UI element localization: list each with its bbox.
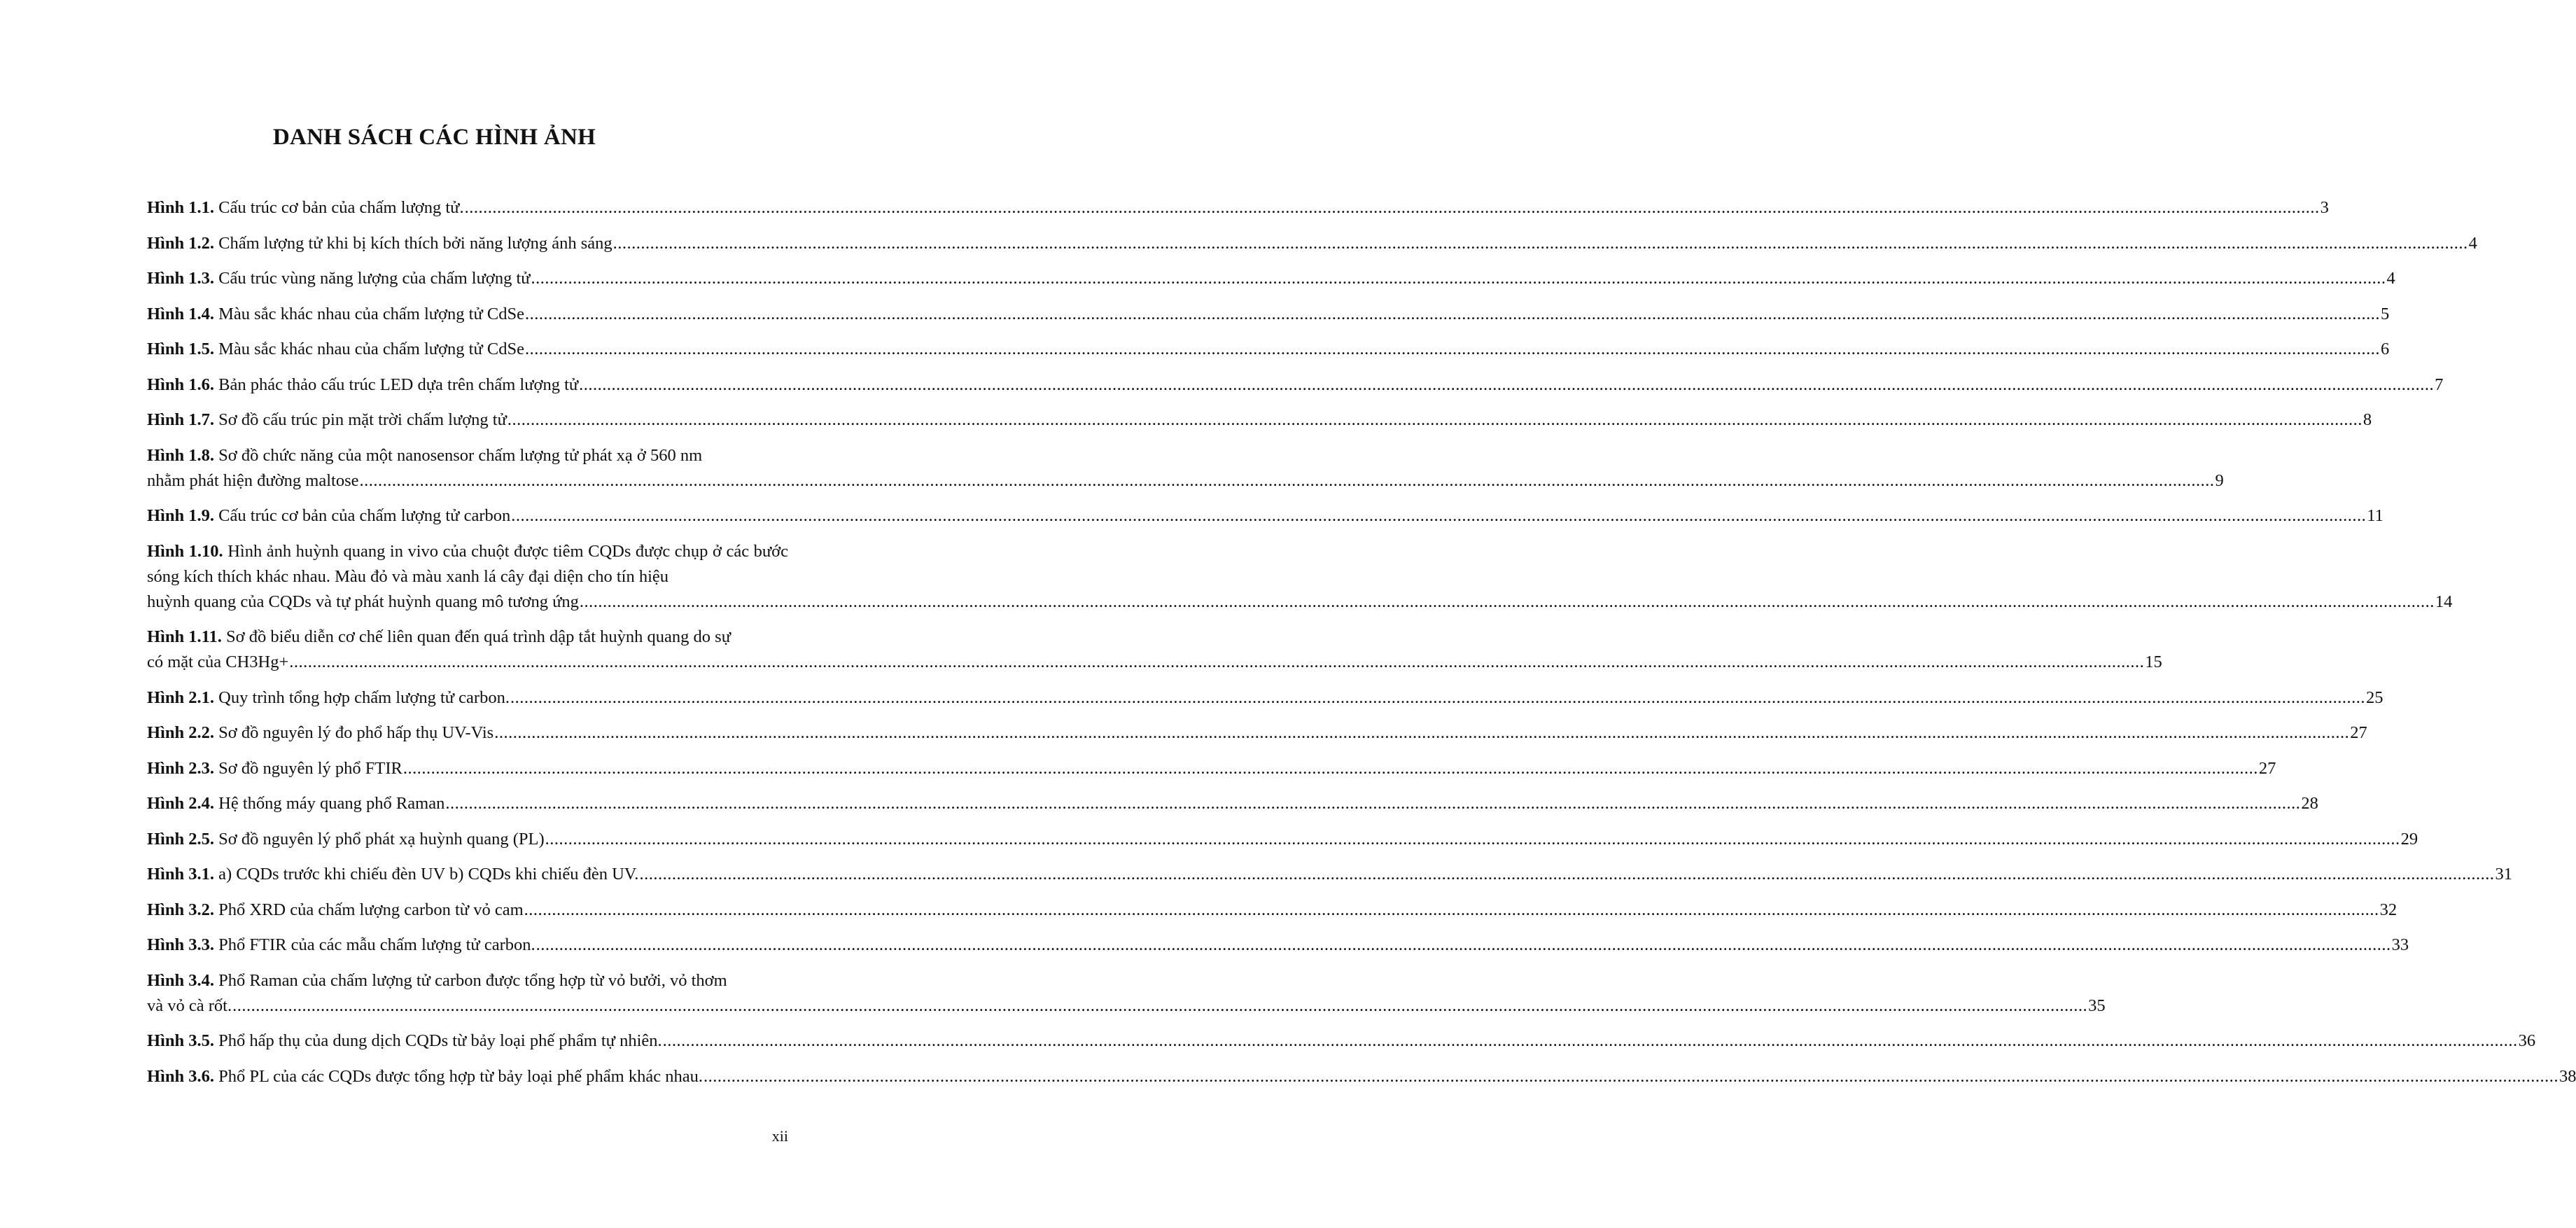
figure-caption (147, 372, 578, 398)
figure-entry-line (147, 791, 2318, 816)
figure-caption (147, 791, 444, 816)
figure-caption-text: Hệ thống máy quang phổ Raman (218, 794, 445, 813)
figure-list-entry[interactable] (147, 443, 2224, 494)
figure-caption-text: Cấu trúc cơ bản của chấm lượng tử. (218, 198, 464, 217)
figure-list-entry[interactable] (147, 539, 2453, 615)
figure-page-number: 6 (2380, 340, 2390, 358)
figure-label: Hình 2.3. (147, 758, 214, 778)
dot-leader: ................................................................................................................................................................................................................................................................................................................................................................................................................ (402, 758, 2258, 778)
figure-label: Hình 1.8. (147, 445, 214, 465)
figure-label: Hình 1.3. (147, 269, 214, 288)
figure-label: Hình 2.2. (147, 723, 214, 742)
figure-page-number: 25 (2365, 688, 2384, 707)
figure-page-number: 28 (2301, 794, 2318, 813)
figure-caption-text: Sơ đồ nguyên lý đo phổ hấp thụ UV-Vis (218, 723, 494, 742)
dot-leader: ................................................................................................................................................................................................................................................................................................................................................................................................................ (524, 340, 2380, 358)
figure-page-number: 33 (2391, 935, 2409, 954)
figure-label: Hình 3.6. (147, 1066, 214, 1086)
figure-entry-line (147, 302, 2390, 327)
figure-caption (147, 933, 536, 958)
figure-entry-line (147, 685, 2384, 711)
figure-caption-text: có mặt của CH3Hg+ (147, 653, 289, 671)
figure-label: Hình 3.1. (147, 865, 214, 884)
figure-caption-text: Phổ XRD của chấm lượng carbon từ vỏ cam (218, 900, 524, 919)
figure-label: Hình 1.10. (147, 541, 223, 561)
figure-entry-line (147, 337, 2390, 362)
figure-entry-line (147, 266, 2395, 291)
figure-label: Hình 1.5. (147, 340, 214, 358)
figure-list-entry[interactable] (147, 372, 2444, 398)
figure-entry-line (147, 756, 2276, 781)
figure-entry-line (147, 195, 2329, 221)
figure-page-number: 36 (2518, 1031, 2536, 1050)
figure-caption-text: Cấu trúc vùng năng lượng của chấm lượng tử (218, 269, 531, 288)
figure-page-number: 3 (2320, 198, 2329, 217)
figure-caption (147, 650, 288, 675)
figure-list-entry[interactable] (147, 862, 2512, 887)
figure-label: Hình 2.5. (147, 829, 214, 849)
dot-leader: ................................................................................................................................................................................................................................................................................................................................................................................................................ (464, 198, 2320, 217)
figure-label: Hình 3.3. (147, 935, 214, 954)
dot-leader: ................................................................................................................................................................................................................................................................................................................................................................................................................ (524, 900, 2379, 919)
figure-page-number: 5 (2380, 304, 2390, 323)
figure-list-entry[interactable] (147, 625, 2162, 675)
figure-list-entry[interactable] (147, 266, 2395, 291)
figure-entry-line (147, 933, 2409, 958)
page-number: xii (771, 1127, 788, 1145)
figure-caption-text: huỳnh quang của CQDs và tự phát huỳnh quang mô tương ứng (147, 592, 579, 611)
dot-leader: ................................................................................................................................................................................................................................................................................................................................................................................................................ (445, 794, 2301, 813)
figure-entry-line (147, 1064, 2576, 1089)
figure-caption (147, 993, 232, 1019)
figure-caption-text: Quy trình tổng hợp chấm lượng tử carbon. (218, 688, 510, 707)
figure-list-entry[interactable] (147, 195, 2329, 221)
figure-label: Hình 1.9. (147, 506, 214, 525)
figure-caption-lead: Hình ảnh huỳnh quang in vivo của chuột được tiêm CQDs được chụp ở các bước sóng kích thích khác nhau. Màu đỏ và màu xanh lá cây đại diện cho tín hiệu (147, 541, 788, 586)
figure-entry-line (147, 993, 2106, 1019)
figure-entry-line (147, 503, 2384, 529)
figure-caption-text: Màu sắc khác nhau của chấm lượng tử CdSe (218, 340, 524, 358)
figure-list-entry[interactable] (147, 337, 2390, 362)
figure-label: Hình 1.1. (147, 198, 214, 217)
figure-caption-text: Phổ PL của các CQDs được tổng hợp từ bảy loại phế phẩm khác nhau. (218, 1066, 703, 1086)
figure-label: Hình 2.4. (147, 794, 214, 813)
figure-list-entry[interactable] (147, 302, 2390, 327)
figure-caption (147, 266, 531, 291)
figure-page-number: 7 (2435, 375, 2444, 394)
dot-leader: ................................................................................................................................................................................................................................................................................................................................................................................................................ (494, 723, 2350, 742)
dot-leader: ................................................................................................................................................................................................................................................................................................................................................................................................................ (579, 592, 2435, 611)
figure-list-entry[interactable] (147, 827, 2418, 852)
figure-caption-lead: Sơ đồ biểu diễn cơ chế liên quan đến quá trình dập tắt huỳnh quang do sự (226, 627, 731, 646)
dot-leader: ................................................................................................................................................................................................................................................................................................................................................................................................................ (359, 470, 2215, 490)
figure-page-number: 11 (2367, 506, 2384, 525)
figure-entry-line (147, 589, 2453, 615)
figure-list-entry[interactable] (147, 503, 2384, 529)
figure-list-entry[interactable] (147, 1028, 2536, 1054)
figure-caption-text: Phổ FTIR của các mẫu chấm lượng tử carbon. (218, 935, 536, 954)
figure-caption (147, 1028, 662, 1054)
figure-label: Hình 3.4. (147, 970, 214, 990)
figure-page-number: 9 (2215, 470, 2224, 490)
dot-leader: ................................................................................................................................................................................................................................................................................................................................................................................................................ (524, 304, 2380, 323)
figure-caption-text: a) CQDs trước khi chiếu đèn UV b) CQDs khi chiếu đèn UV. (218, 865, 639, 884)
figure-caption (147, 862, 638, 887)
dot-leader: ................................................................................................................................................................................................................................................................................................................................................................................................................ (232, 996, 2088, 1015)
figure-caption (147, 685, 510, 711)
figure-caption-lead: Sơ đồ chức năng của một nanosensor chấm lượng tử phát xạ ở 560 nm (218, 445, 703, 465)
figure-caption (147, 898, 524, 923)
figure-list-entry[interactable] (147, 933, 2409, 958)
figure-caption (147, 503, 510, 529)
figure-caption (147, 589, 579, 615)
figure-caption (147, 407, 507, 433)
figure-list-entry[interactable] (147, 756, 2276, 781)
dot-leader: ................................................................................................................................................................................................................................................................................................................................................................................................................ (612, 233, 2468, 253)
figure-entry-line (147, 827, 2418, 852)
figure-entry-line (147, 372, 2444, 398)
figure-caption-text: Chấm lượng tử khi bị kích thích bởi năng lượng ánh sáng (218, 233, 612, 253)
figure-caption-text: nhằm phát hiện đường maltose (147, 470, 359, 490)
figure-caption-text: Sơ đồ nguyên lý phổ phát xạ huỳnh quang (PL) (218, 829, 545, 849)
figure-page-number: 4 (2468, 233, 2477, 253)
dot-leader: ................................................................................................................................................................................................................................................................................................................................................................................................................ (639, 865, 2495, 884)
figure-label: Hình 2.1. (147, 688, 214, 707)
figure-page-number: 29 (2400, 829, 2418, 849)
figure-caption-text: và vỏ cà rốt. (147, 996, 232, 1015)
figure-label: Hình 3.2. (147, 900, 214, 919)
figure-entry-line (147, 468, 2224, 494)
dot-leader: ................................................................................................................................................................................................................................................................................................................................................................................................................ (579, 375, 2435, 394)
figure-entry-line (147, 231, 2477, 256)
figure-list-entry[interactable] (147, 720, 2367, 746)
figure-caption (147, 231, 612, 256)
figure-caption (147, 720, 493, 746)
figure-page-number: 8 (2362, 410, 2372, 429)
figure-caption (147, 756, 402, 781)
figure-page-number: 35 (2088, 996, 2106, 1015)
dot-leader: ................................................................................................................................................................................................................................................................................................................................................................................................................ (703, 1066, 2558, 1086)
figure-page-number: 27 (2350, 723, 2367, 742)
dot-leader: ................................................................................................................................................................................................................................................................................................................................................................................................................ (662, 1031, 2518, 1050)
figure-list (147, 195, 2576, 1099)
figure-page-number: 38 (2558, 1066, 2576, 1086)
figure-caption (147, 1064, 703, 1089)
figure-list-entry[interactable] (147, 231, 2477, 256)
figure-caption (147, 302, 524, 327)
dot-leader: ................................................................................................................................................................................................................................................................................................................................................................................................................ (289, 653, 2145, 671)
dot-leader: ................................................................................................................................................................................................................................................................................................................................................................................................................ (536, 935, 2391, 954)
figure-list-entry[interactable] (147, 968, 2106, 1019)
figure-label: Hình 1.4. (147, 304, 214, 323)
figure-caption-text: Màu sắc khác nhau của chấm lượng tử CdSe (218, 304, 524, 323)
figure-list-entry[interactable] (147, 407, 2372, 433)
figure-label: Hình 1.6. (147, 375, 214, 394)
figure-page-number: 15 (2145, 653, 2162, 671)
figure-list-entry[interactable] (147, 791, 2318, 816)
figure-entry-line (147, 1028, 2536, 1054)
dot-leader: ................................................................................................................................................................................................................................................................................................................................................................................................................ (511, 506, 2367, 525)
dot-leader: ................................................................................................................................................................................................................................................................................................................................................................................................................ (507, 410, 2362, 429)
figure-caption-text: Cấu trúc cơ bản của chấm lượng tử carbon (218, 506, 511, 525)
figure-caption-text: Sơ đồ cấu trúc pin mặt trời chấm lượng tử (218, 410, 507, 429)
figure-page-number: 4 (2386, 269, 2395, 288)
figure-page-number: 31 (2495, 865, 2512, 884)
figure-list-entry[interactable] (147, 685, 2384, 711)
figure-page-number: 14 (2435, 592, 2453, 611)
figure-caption-text: Bản phác thảo cấu trúc LED dựa trên chấm lượng tử (218, 375, 579, 394)
figure-entry-line (147, 862, 2512, 887)
figure-caption-lead: Phổ Raman của chấm lượng tử carbon được tổng hợp từ vỏ bưởi, vỏ thơm (218, 970, 727, 990)
dot-leader: ................................................................................................................................................................................................................................................................................................................................................................................................................ (531, 269, 2386, 288)
figure-label: Hình 1.7. (147, 410, 214, 429)
dot-leader: ................................................................................................................................................................................................................................................................................................................................................................................................................ (510, 688, 2365, 707)
figure-caption-text: Sơ đồ nguyên lý phổ FTIR (218, 758, 402, 778)
figure-caption (147, 827, 545, 852)
figure-caption-text: Phổ hấp thụ của dung dịch CQDs từ bảy loại phế phẩm tự nhiên. (218, 1031, 662, 1050)
dot-leader: ................................................................................................................................................................................................................................................................................................................................................................................................................ (545, 829, 2400, 849)
figure-entry-line (147, 650, 2162, 675)
figure-label: Hình 1.2. (147, 233, 214, 253)
figure-entry-line (147, 720, 2367, 746)
page-title: DANH SÁCH CÁC HÌNH ẢNH (272, 125, 596, 150)
figure-list-entry[interactable] (147, 1064, 2576, 1089)
figure-entry-line (147, 898, 2398, 923)
figure-entry-line (147, 407, 2372, 433)
figure-label: Hình 1.11. (147, 627, 222, 646)
figure-page-number: 32 (2379, 900, 2398, 919)
figure-caption (147, 337, 524, 362)
figure-page-number: 27 (2258, 758, 2276, 778)
figure-label: Hình 3.5. (147, 1031, 214, 1050)
figure-caption (147, 195, 464, 221)
figure-list-entry[interactable] (147, 898, 2398, 923)
figure-caption (147, 468, 358, 494)
